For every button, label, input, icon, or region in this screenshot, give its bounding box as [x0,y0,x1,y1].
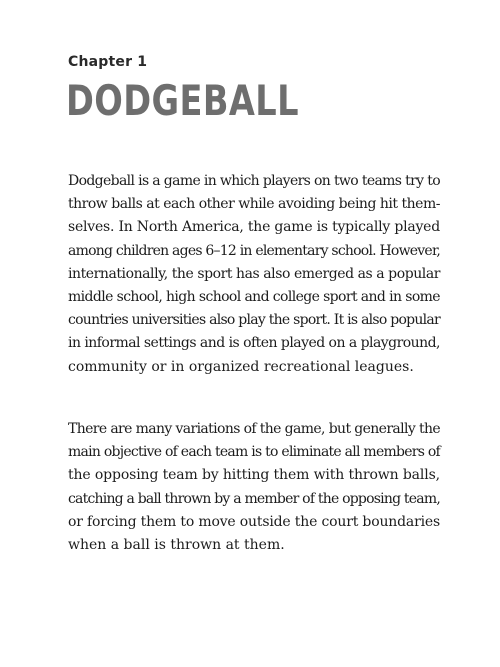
text-line: throw balls at each other while avoiding being hit them- [68,196,441,213]
chapter-number: Chapter 1 [68,54,148,70]
text-line: catching a ball thrown by a member of the opposing team, [68,490,440,507]
text-line: middle school, high school and college sport and in some [68,289,440,306]
text-line: in informal settings and is often played on a playground, [68,335,440,352]
paragraph-1 [68,170,440,379]
text-line: when a ball is thrown at them. [68,537,285,554]
text-line: Dodgeball is a game in which players on two teams try to [68,173,441,189]
text-line: countries universities also play the sport. It is also popular [68,312,440,329]
chapter-title: DODGEBALL [66,76,299,125]
text-line: or forcing them to move outside the court boundaries [68,513,441,530]
text-line: main objective of each team is to eliminate all members of [68,444,440,461]
paragraph-2 [68,418,440,557]
text-line: community or in organized recreational leagues. [68,358,414,375]
text-line: the opposing team by hitting them with thrown balls, [68,467,440,484]
text-line: among children ages 6–12 in elementary school. However, [68,242,440,259]
text-line: selves. In North America, the game is typically played [68,219,440,236]
text-line: internationally, the sport has also emerged as a popular [68,265,440,282]
text-line: There are many variations of the game, but generally the [68,421,441,437]
